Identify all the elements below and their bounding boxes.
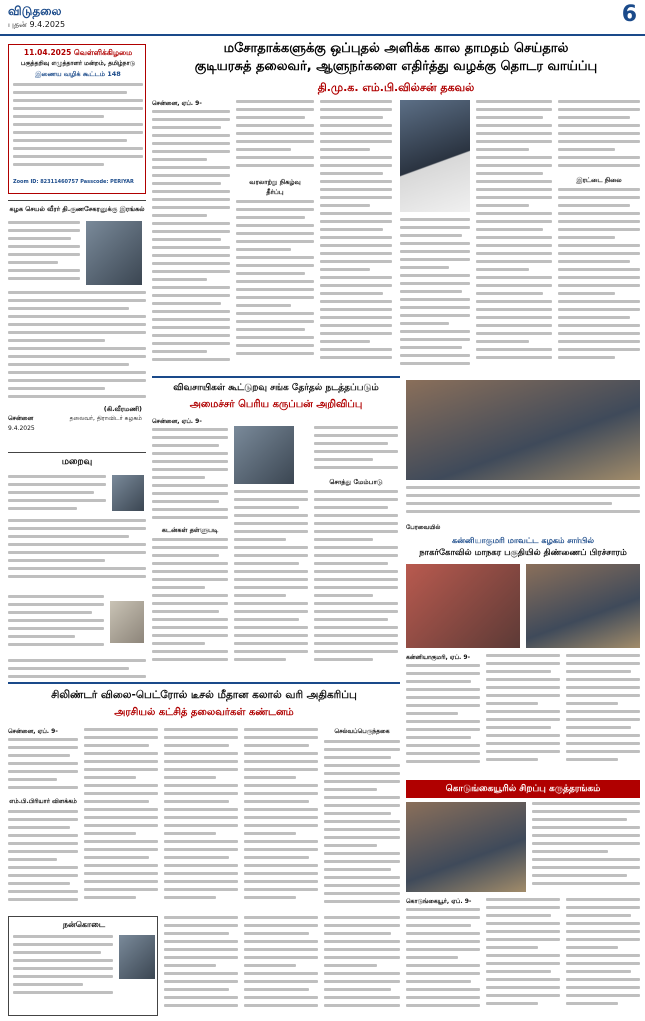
main-col-3 [320, 100, 392, 370]
kodungaiyur-col-a [532, 802, 640, 892]
main-col-1 [152, 110, 230, 370]
fuel-col-1b [8, 810, 78, 910]
coop-col-3b [314, 490, 398, 673]
main-sub-1: வரலாற்று நிகழ்வு [249, 178, 301, 186]
kodungaiyur-col-2 [486, 898, 560, 1016]
paper-name: விடுதலை [8, 4, 62, 18]
fuel-col-4 [244, 728, 318, 910]
coop-col-2 [234, 490, 308, 673]
fuel-col-2b [164, 916, 238, 1016]
masthead [0, 0, 645, 36]
event-box [8, 44, 146, 194]
fuel-headline: சிலிண்டர் விலை-பெட்ரோல் டீசல் மீதான கலால் வரி அதிகரிப்பு [51, 689, 357, 701]
main-headline-1: மசோதாக்களுக்கு ஒப்புதல் அளிக்க கால தாமதம் செய்தால் [223, 41, 569, 56]
right-photo-3 [526, 564, 640, 648]
coop-dateline: சென்னை, ஏப். 9- [152, 418, 202, 425]
obituary-2-photo-b [110, 601, 144, 643]
main-photo [400, 100, 470, 212]
obituary-2-photo-a [112, 475, 144, 511]
main-side-label: இரட்டை நிலை [576, 176, 622, 184]
fuel-dateline: சென்னை, ஏப். 9- [8, 728, 58, 735]
obituary-2 [8, 452, 146, 692]
donation-body [13, 935, 113, 1013]
fuel-sub-2: செல்வப்பெருந்தகை [334, 728, 390, 735]
fuel-sub-1: எம்.பி.பிரியார் விளக்கம் [9, 798, 77, 805]
right-photo-2 [406, 564, 520, 648]
obituary-1-place: சென்னை [8, 415, 34, 422]
issue-date: புதன் 9.4.2025 [8, 20, 66, 29]
right-caption-label: பேரவையில் [406, 524, 441, 531]
right-subhead: நாகர்கோவில் மாநகர பகுதியில் திண்ணைப் பிரச்சாரம் [419, 548, 627, 558]
coop-sub-1: கடன்கள் தள்ளுபடி [161, 526, 219, 534]
event-title: 11.04.2025 வெள்ளிக்கிழமை [23, 48, 133, 57]
obituary-2-body-c [8, 595, 104, 655]
obituary-1-body-b [8, 291, 146, 401]
event-body [13, 83, 143, 175]
obituary-2-body-a [8, 475, 106, 515]
main-col-2b [236, 200, 314, 370]
right-photo-1 [406, 380, 640, 480]
right-photo-caption [406, 486, 640, 526]
right-headline: கன்னியாகுமரி மாவட்ட கழகம் சார்பில் [452, 536, 594, 545]
coop-story [152, 376, 400, 676]
main-dateline: சென்னை, ஏப். 9- [152, 100, 202, 107]
event-subtitle: பகுத்தறிவு எழுத்தாளர் மன்றம், தமிழ்நாடு [20, 60, 136, 67]
coop-headline: விவசாயிகள் கூட்டுறவு சங்க தேர்தல் நடத்தப்படும் [173, 383, 379, 393]
kodungaiyur-dateline: கொடுங்கையூர், ஏப். 9- [406, 898, 472, 905]
kodungaiyur-col-1 [406, 908, 480, 1016]
right-dateline: கன்னியாகுமரி, ஏப். 9- [406, 654, 471, 661]
obituary-1 [8, 200, 146, 448]
fuel-col-1 [8, 738, 78, 798]
fuel-col-4b [324, 916, 400, 1016]
obituary-1-role: தலைவர், திராவிடர் கழகம் [69, 415, 142, 422]
donation-box [8, 916, 158, 1016]
obituary-1-body-a [8, 221, 80, 285]
main-sub-2: தீர்ப்பு [266, 188, 284, 196]
fuel-col-3b [244, 916, 318, 1016]
obituary-2-title: மறைவு [61, 457, 93, 467]
donation-title: நன்கொடை [62, 920, 106, 929]
obituary-2-body-b [8, 519, 146, 589]
main-col-4 [400, 218, 470, 370]
right-col-1 [406, 664, 480, 774]
obituary-1-date: 9.4.2025 [8, 425, 35, 432]
coop-col-3 [314, 426, 398, 476]
obituary-1-title: கழக செயல் வீரர் தி.குணசேகரனுக்கு இரங்கல் [9, 205, 145, 213]
event-zoom: Zoom ID: 82311460757 Passcode: PERIYAR [13, 179, 134, 185]
right-col-2 [486, 654, 560, 774]
fuel-col-2 [84, 728, 158, 910]
kodungaiyur-col-3 [566, 898, 640, 1016]
obituary-1-photo [86, 221, 142, 285]
kodungaiyur-photo [406, 802, 526, 892]
main-headline-2: குடியரசுத் தலைவர், ஆளுநர்களை எதிர்த்து வழக்கு தொடர வாய்ப்பு [194, 59, 598, 74]
obituary-1-signature: (கி.வீரமணி) [103, 405, 142, 413]
fuel-story [8, 682, 400, 1016]
fuel-subhead: அரசியல் கட்சித் தலைவர்கள் கண்டனம் [114, 707, 294, 718]
coop-photo [234, 426, 294, 484]
fuel-col-3 [164, 728, 238, 910]
coop-subhead: அமைச்சர் பெரிய கருப்பன் அறிவிப்பு [189, 399, 363, 410]
event-name: இணைய வழிக் கூட்டம் 148 [35, 70, 121, 78]
coop-sub-2: சொத்து மேம்பாடு [329, 478, 383, 486]
main-subhead: தி.மு.க. எம்.பி.வில்சன் தகவல் [317, 81, 475, 94]
fuel-col-5 [324, 740, 400, 910]
right-col-3 [566, 654, 640, 774]
main-col-6b [558, 188, 640, 370]
coop-col-1b [152, 538, 228, 673]
main-col-5 [476, 100, 552, 370]
kodungaiyur-headline: கொடுங்கையூரில் சிறப்பு கருத்தரங்கம் [406, 780, 640, 798]
page-number: 6 [621, 2, 637, 27]
donation-photo [119, 935, 155, 979]
